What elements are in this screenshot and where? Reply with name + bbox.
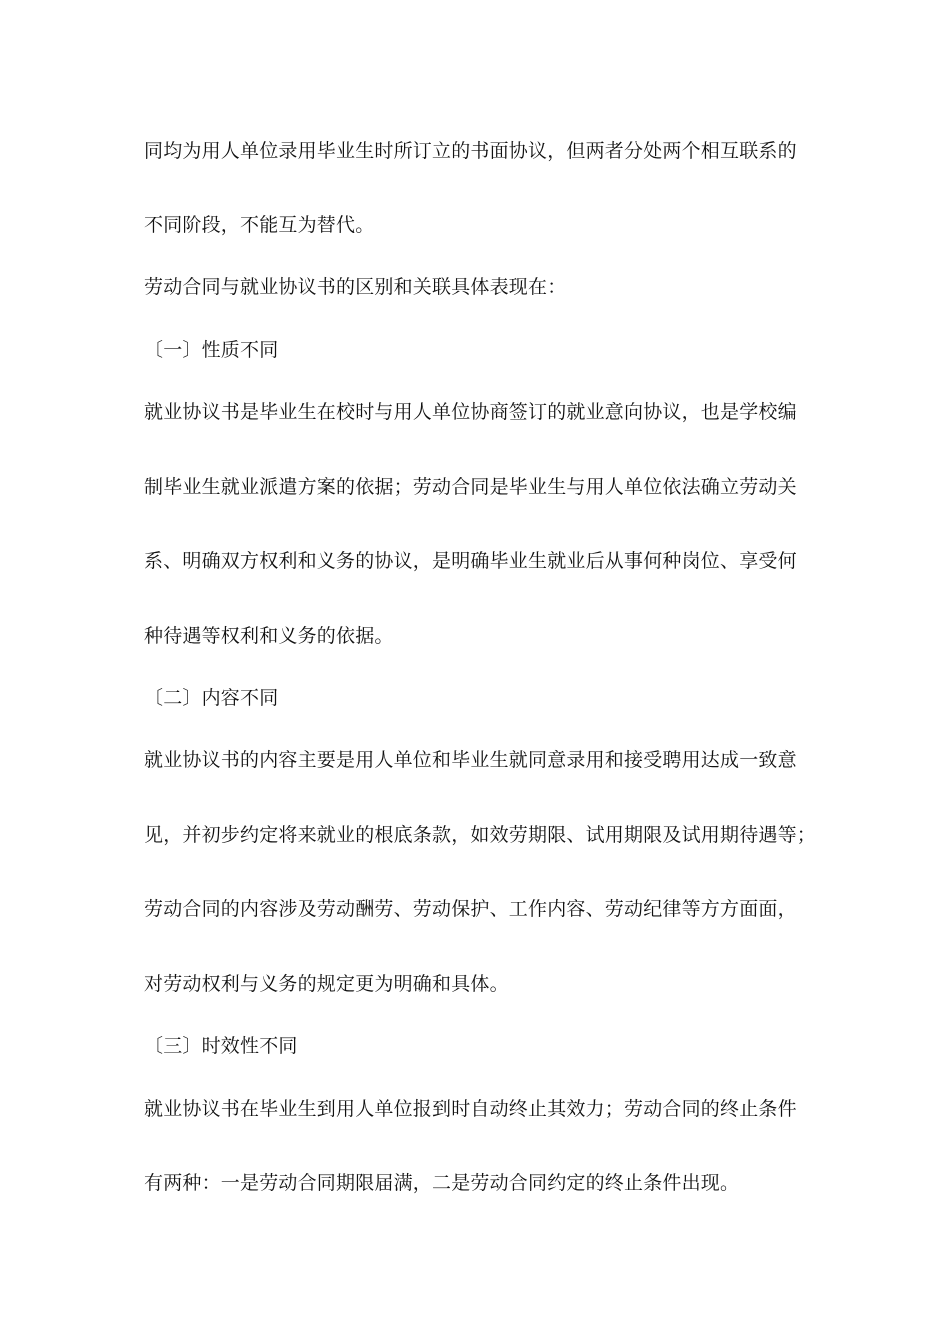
section-heading-2: 〔二〕内容不同 bbox=[144, 687, 279, 709]
paragraph-line: 同均为用人单位录用毕业生时所订立的书面协议，但两者分处两个相互联系的 bbox=[144, 140, 797, 162]
paragraph-line: 就业协议书在毕业生到用人单位报到时自动终止其效力；劳动合同的终止条件 bbox=[144, 1098, 797, 1120]
paragraph-line: 不同阶段，不能互为替代。 bbox=[144, 214, 375, 236]
paragraph-line: 就业协议书的内容主要是用人单位和毕业生就同意录用和接受聘用达成一致意 bbox=[144, 749, 797, 771]
paragraph-line: 种待遇等权利和义务的依据。 bbox=[144, 625, 394, 647]
paragraph-line: 见，并初步约定将来就业的根底条款，如效劳期限、试用期限及试用期待遇等； bbox=[144, 824, 817, 846]
section-heading-1: 〔一〕性质不同 bbox=[144, 339, 279, 361]
paragraph-line: 系、明确双方权利和义务的协议，是明确毕业生就业后从事何种岗位、享受何 bbox=[144, 550, 797, 572]
paragraph-line: 对劳动权利与义务的规定更为明确和具体。 bbox=[144, 973, 509, 995]
paragraph-line: 就业协议书是毕业生在校时与用人单位协商签订的就业意向协议，也是学校编 bbox=[144, 401, 797, 423]
paragraph-line: 劳动合同与就业协议书的区别和关联具体表现在： bbox=[144, 276, 567, 298]
section-heading-3: 〔三〕时效性不同 bbox=[144, 1035, 298, 1057]
paragraph-line: 制毕业生就业派遣方案的依据；劳动合同是毕业生与用人单位依法确立劳动关 bbox=[144, 476, 797, 498]
paragraph-line: 有两种：一是劳动合同期限届满，二是劳动合同约定的终止条件出现。 bbox=[144, 1172, 740, 1194]
paragraph-line: 劳动合同的内容涉及劳动酬劳、劳动保护、工作内容、劳动纪律等方方面面， bbox=[144, 898, 797, 920]
